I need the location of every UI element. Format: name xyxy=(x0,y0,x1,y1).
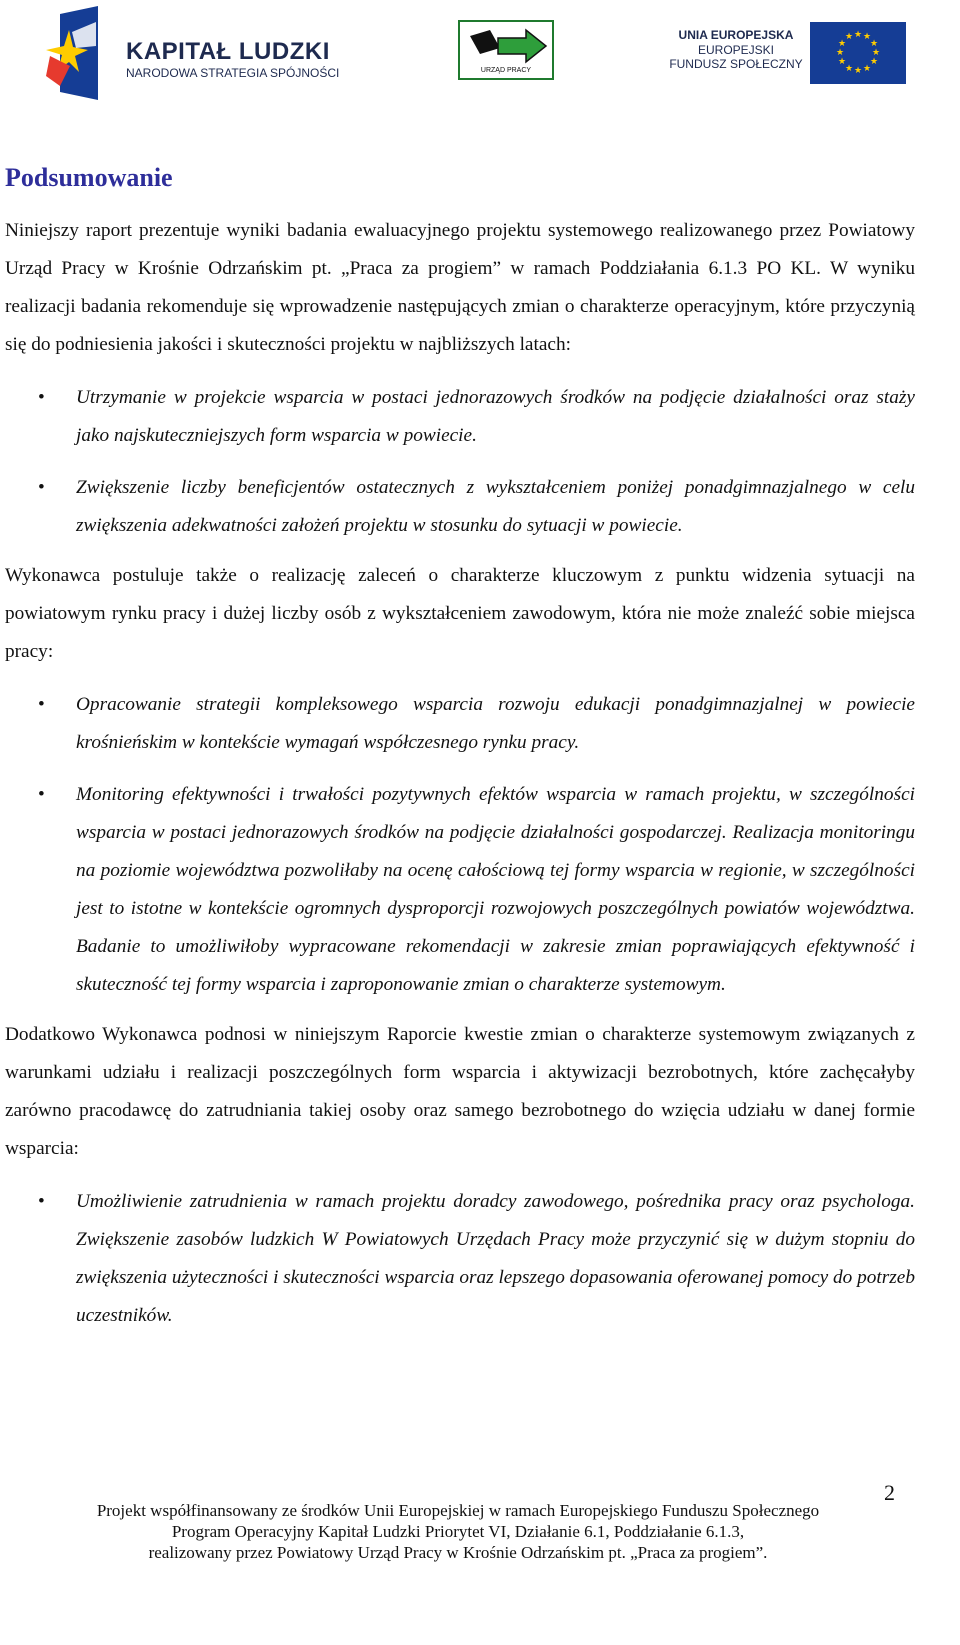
svg-text:★: ★ xyxy=(869,39,879,49)
svg-text:★: ★ xyxy=(837,57,847,67)
svg-text:★: ★ xyxy=(869,57,879,67)
eu-fund-line1: EUROPEJSKI xyxy=(697,43,775,57)
recommendations-operational-list xyxy=(5,379,915,545)
kapital-ludzki-emblem-icon xyxy=(42,6,122,100)
list-item: • Zwiększenie liczby beneficjentów ostatecznych z wykształceniem poniżej ponadgimnazjalnego w celu zwiększenia adekwatności założeń projektu w stosunku do sytuacji w powiecie. xyxy=(38,477,915,536)
svg-text:★: ★ xyxy=(871,48,881,58)
section-title: Podsumowanie xyxy=(5,163,173,192)
svg-text:★: ★ xyxy=(835,48,845,58)
list-item-text: Utrzymanie w projekcie wsparcia w postaci jednorazowych środków na podjęcie działalności oraz staży jako najskuteczniejszych form wsparcia w powiecie. xyxy=(76,387,915,446)
footer-line: Projekt współfinansowany ze środków Unii Europejskiej w ramach Europejskiego Funduszu Społecznego xyxy=(96,1501,820,1520)
footer-line: realizowany przez Powiatowy Urząd Pracy w Krośnie Odrzańskim pt. „Praca za progiem”. xyxy=(148,1543,768,1562)
urzad-pracy-logo xyxy=(458,20,554,80)
urzad-pracy-label: URZĄD PRACY xyxy=(480,67,532,74)
urzad-pracy-arrow-icon xyxy=(460,22,552,66)
eu-flag-icon xyxy=(810,22,906,84)
eu-name: UNIA EUROPEJSKA xyxy=(678,28,794,42)
recommendations-systemic-list xyxy=(5,1183,915,1335)
list-item: • Umożliwienie zatrudnienia w ramach projektu doradcy zawodowego, pośrednika pracy oraz psychologa. Zwiększenie zasobów ludzkich W Powiatowych Urzędach Pracy może przyczynić się w dużym stopniu do zwiększenia użyteczności i skuteczności wsparcia oraz lepszego dopasowania oferowanej pomocy do potrzeb uczestników. xyxy=(38,1191,915,1326)
eu-fund-line2: FUNDUSZ SPOŁECZNY xyxy=(669,57,803,71)
list-item-text: Umożliwienie zatrudnienia w ramach projektu doradcy zawodowego, pośrednika pracy oraz psychologa. Zwiększenie zasobów ludzkich W Powiatowych Urzędach Pracy może przyczynić się w dużym stopniu do zwiększenia użyteczności i skuteczności wsparcia oraz lepszego dopasowania oferowanej pomocy do potrzeb uczestników. xyxy=(76,1191,915,1326)
list-item: • Monitoring efektywności i trwałości pozytywnych efektów wsparcia w ramach projektu, w szczególności wsparcia w postaci jednorazowych środków na podjęcie działalności gospodarczej. Realizacja monitoringu na poziomie województwa pozwoliłaby na ocenę całościową tej formy wsparcia w regionie, w szczególności jest to istotne w kontekście ogromnych dysproporcji rozwojowych poszczególnych powiatów województwa. Badanie to umożliwiłoby wypracowane rekomendacji w zakresie zmian poprawiających efektywność i skuteczność tej formy wsparcia i zaproponowanie zmian o charakterze systemowym. xyxy=(38,784,915,995)
page-header xyxy=(0,0,960,110)
paragraph-systemic-changes: Dodatkowo Wykonawca podnosi w niniejszym Raporcie kwestie zmian o charakterze systemowym związanych z warunkami udziału i realizacji poszczególnych form wsparcia i aktywizacji bezrobotnych, które zachęcałyby zarówno pracodawcę do zatrudniania takiej osoby oraz samego bezrobotnego do wzięcia udziału w danej formie wsparcia: xyxy=(5,1024,915,1159)
list-item-text: Monitoring efektywności i trwałości pozytywnych efektów wsparcia w ramach projektu, w szczególności wsparcia w postaci jednorazowych środków na podjęcie działalności gospodarczej. Realizacja monitoringu na poziomie województwa pozwoliłaby na ocenę całościową tej formy wsparcia w regionie, w szczególności jest to istotne w kontekście ogromnych dysproporcji rozwojowych poszczególnych powiatów województwa. Badanie to umożliwiłoby wypracowane rekomendacji w zakresie zmian poprawiających efektywność i skuteczność tej formy wsparcia i zaproponowanie zmian o charakterze systemowym. xyxy=(76,784,915,995)
list-item-text: Opracowanie strategii kompleksowego wsparcia rozwoju edukacji ponadgimnazjalnej w powiecie krośnieńskim w kontekście wymagań współczesnego rynku pracy. xyxy=(76,694,915,753)
paragraph-intro: Niniejszy raport prezentuje wyniki badania ewaluacyjnego projektu systemowego realizowanego przez Powiatowy Urząd Pracy w Krośnie Odrzańskim pt. „Praca za progiem” w ramach Poddziałania 6.1.3 PO KL. W wyniku realizacji badania rekomenduje się wprowadzenie następujących zmian o charakterze operacyjnym, które przyczynią się do podniesienia jakości i skuteczności projektu w najbliższych latach: xyxy=(5,220,915,355)
page-number: 2 xyxy=(884,1480,895,1505)
kapital-ludzki-title: KAPITAŁ LUDZKI xyxy=(126,38,330,65)
kapital-ludzki-logo xyxy=(42,6,342,100)
unia-europejska-logo xyxy=(666,20,916,82)
page-footer xyxy=(0,1500,916,1563)
footer-line: Program Operacyjny Kapitał Ludzki Priorytet VI, Działanie 6.1, Poddziałanie 6.1.3, xyxy=(171,1522,745,1541)
paragraph-key-recommendations: Wykonawca postuluje także o realizację zaleceń o charakterze kluczowym z punktu widzenia sytuacji na powiatowym rynku pracy i dużej liczby osób z wykształceniem zawodowym, która nie może znaleźć sobie miejsca pracy: xyxy=(5,565,915,662)
svg-text:★: ★ xyxy=(853,30,863,40)
recommendations-key-list xyxy=(5,686,915,1004)
svg-text:★: ★ xyxy=(837,39,847,49)
svg-text:★: ★ xyxy=(844,32,854,42)
list-item: • Opracowanie strategii kompleksowego wsparcia rozwoju edukacji ponadgimnazjalnej w powiecie krośnieńskim w kontekście wymagań współczesnego rynku pracy. xyxy=(38,694,915,753)
main-content xyxy=(5,160,915,1335)
kapital-ludzki-subtitle: NARODOWA STRATEGIA SPÓJNOŚCI xyxy=(126,66,340,80)
svg-text:★: ★ xyxy=(862,32,872,42)
svg-text:★: ★ xyxy=(853,66,863,76)
svg-text:★: ★ xyxy=(844,64,854,74)
list-item: • Utrzymanie w projekcie wsparcia w postaci jednorazowych środków na podjęcie działalności oraz staży jako najskuteczniejszych form wsparcia w powiecie. xyxy=(38,387,915,446)
list-item-text: Zwiększenie liczby beneficjentów ostatecznych z wykształceniem poniżej ponadgimnazjalnego w celu zwiększenia adekwatności założeń projektu w stosunku do sytuacji w powiecie. xyxy=(76,477,915,536)
svg-text:★: ★ xyxy=(862,64,872,74)
